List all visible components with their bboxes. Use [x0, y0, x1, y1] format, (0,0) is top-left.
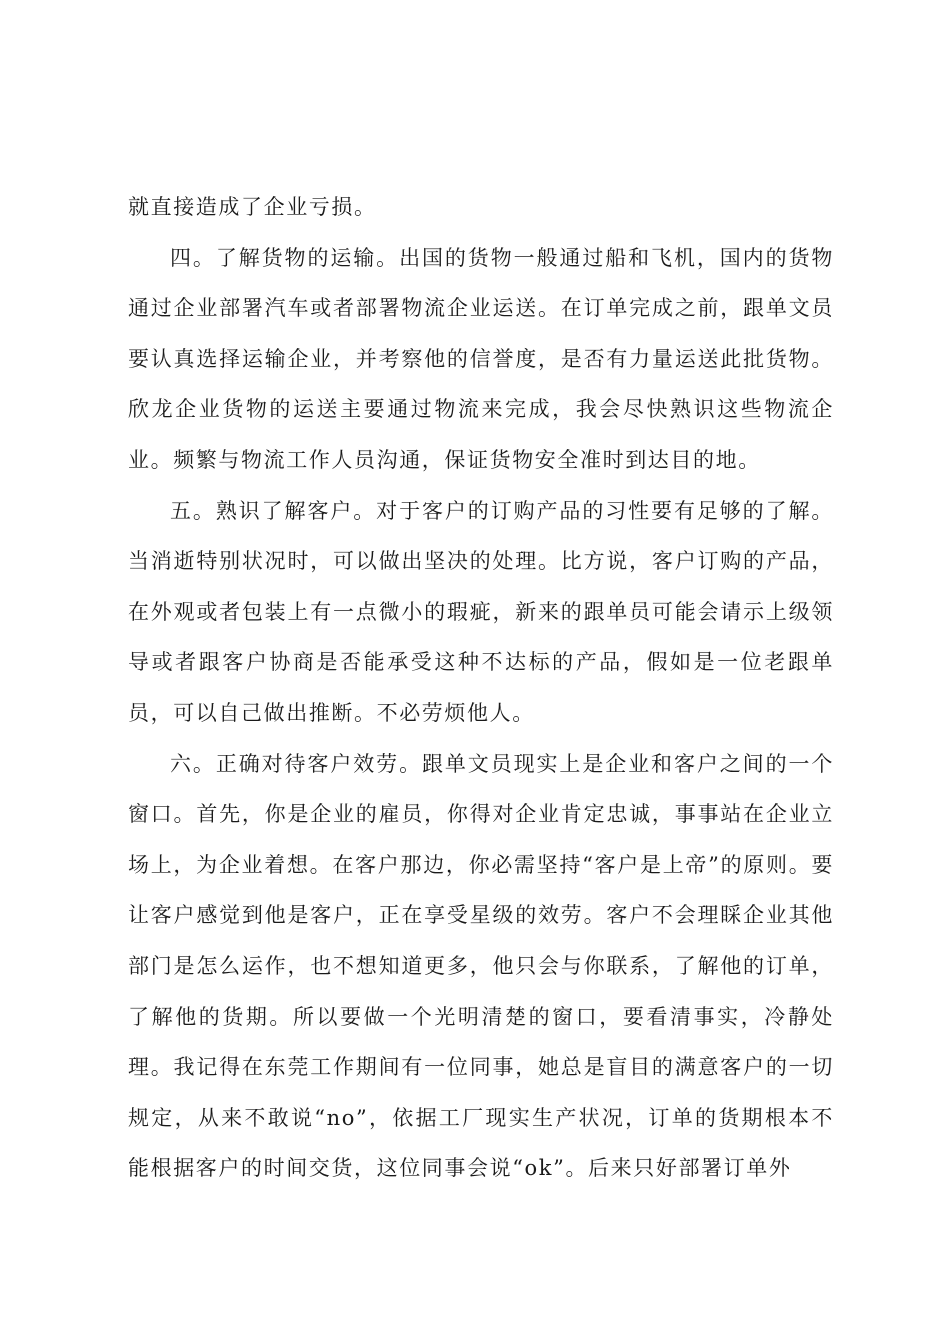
- paragraph-section-four: 四。了解货物的运输。出国的货物一般通过船和飞机，国内的货物通过企业部署汽车或者部署物流企业运送。在订单完成之前，跟单文员要认真选择运输企业，并考察他的信誉度，是否有力量运送此批货物。欣龙企业货物的运送主要通过物流来完成，我会尽快熟识这些物流企业。频繁与物流工作人员沟通，保证货物安全准时到达目的地。: [128, 245, 834, 472]
- paragraph-section-five: 五。熟识了解客户。对于客户的订购产品的习性要有足够的了解。当消逝特别状况时，可以做出坚决的处理。比方说，客户订购的产品，在外观或者包装上有一点微小的瑕疵，新来的跟单员可能会请示上级领导或者跟客户协商是否能承受这种不达标的产品，假如是一位老跟单员，可以自己做出推断。不必劳烦他人。: [128, 498, 834, 725]
- document-body: [128, 182, 834, 1194]
- paragraph-continuation: 就直接造成了企业亏损。: [128, 195, 377, 219]
- paragraph-section-six: 六。正确对待客户效劳。跟单文员现实上是企业和客户之间的一个窗口。首先，你是企业的雇员，你得对企业肯定忠诚，事事站在企业立场上，为企业着想。在客户那边，你必需坚持“客户是上帝”的原则。要让客户感觉到他是客户，正在享受星级的效劳。客户不会理睬企业其他部门是怎么运作，也不想知道更多，他只会与你联系，了解他的订单，了解他的货期。所以要做一个光明清楚的窗口，要看清事实，冷静处理。我记得在东莞工作期间有一位同事，她总是盲目的满意客户的一切规定，从来不敢说“no”，依据工厂现实生产状况，订单的货期根本不能根据客户的时间交货，这位同事会说“ok”。后来只好部署订单外: [128, 751, 834, 1181]
